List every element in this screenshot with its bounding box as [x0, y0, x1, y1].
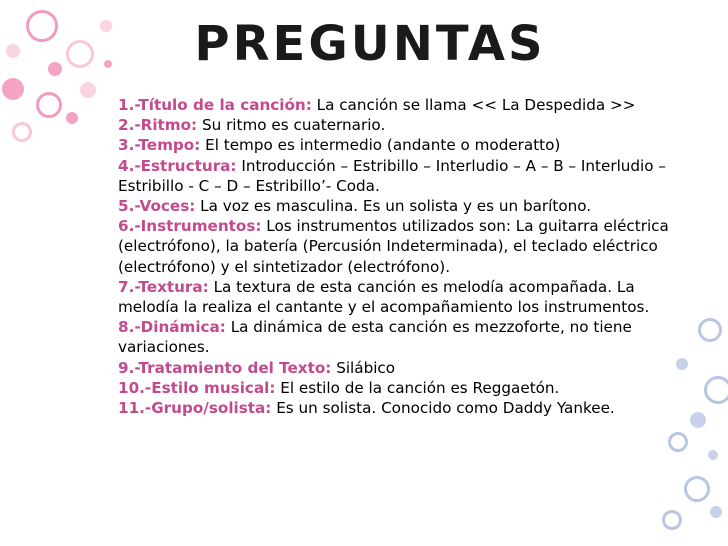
item-number: 9.- [118, 358, 139, 377]
item-label: Ritmo: [140, 116, 198, 135]
item-text: La textura de esta canción es melodía acompañada. La melodía la realiza el cantante y el acompañamiento los instrumentos. [118, 277, 650, 317]
list-item [118, 216, 688, 277]
list-item [118, 135, 688, 155]
item-label: Estilo musical: [151, 378, 276, 397]
item-number: 7.- [118, 277, 139, 296]
bubble-ring-icon [36, 92, 62, 118]
question-list [118, 95, 688, 418]
item-label: Grupo/solista: [151, 399, 272, 418]
item-text: Los instrumentos utilizados son: La guitarra eléctrica (electrófono), la batería (Percusión Indeterminada), el teclado eléctrico (electrófono) y el sintetizador (electrófono). [118, 217, 669, 276]
item-text: La canción se llama << La Despedida >> [316, 96, 636, 114]
bubble-dot-icon [80, 82, 96, 98]
item-label: Tempo: [138, 136, 201, 155]
list-item [118, 156, 688, 196]
item-text: Silábico [336, 358, 396, 377]
list-item [118, 398, 688, 418]
item-number: 11.- [118, 399, 152, 418]
list-item [118, 115, 688, 135]
bubble-ring-icon [684, 476, 710, 502]
item-number: 1.- [118, 96, 139, 114]
item-text: Su ritmo es cuaternario. [201, 116, 386, 135]
item-number: 8.- [118, 318, 141, 337]
bubble-ring-icon [698, 318, 722, 342]
item-label: Textura: [138, 277, 209, 296]
item-text: Es un solista. Conocido como Daddy Yankee. [276, 399, 615, 418]
bubble-dot-icon [2, 78, 24, 100]
list-item [118, 378, 688, 398]
bubble-dot-icon [690, 412, 706, 428]
bubble-dot-icon [710, 506, 722, 518]
item-number: 5.- [118, 197, 140, 216]
item-label: Estructura: [140, 156, 237, 175]
item-label: Tratamiento del Texto: [138, 358, 332, 377]
bubble-ring-icon [704, 376, 728, 404]
bubble-ring-icon [662, 510, 682, 530]
list-item [118, 277, 688, 317]
item-label: Dinámica: [140, 318, 226, 337]
item-number: 3.- [118, 136, 139, 155]
item-text: El tempo es intermedio (andante o moderatto) [205, 136, 561, 155]
list-item [118, 95, 688, 115]
list-item [118, 358, 688, 378]
item-text: El estilo de la canción es Reggaetón. [280, 378, 560, 397]
item-label: Instrumentos: [140, 217, 262, 236]
item-number: 2.- [118, 116, 141, 135]
item-text: La voz es masculina. Es un solista y es un barítono. [200, 197, 592, 216]
list-item [118, 317, 688, 357]
item-label: Título de la canción: [138, 96, 312, 114]
bubble-dot-icon [66, 112, 78, 124]
bubble-dot-icon [708, 450, 718, 460]
item-number: 6.- [118, 217, 141, 236]
item-label: Voces: [139, 197, 196, 216]
item-number: 10.- [118, 378, 152, 397]
item-text: La dinámica de esta canción es mezzoforte, no tiene variaciones. [118, 318, 632, 357]
page-title: PREGUNTAS [194, 16, 546, 72]
item-text: Introducción – Estribillo – Interludio – A – B – Interludio – Estribillo - C – D – Estribillo’- Coda. [118, 156, 666, 195]
item-number: 4.- [118, 156, 141, 175]
bubble-ring-icon [668, 432, 688, 452]
list-item [118, 196, 688, 216]
bubble-ring-icon [12, 122, 32, 142]
